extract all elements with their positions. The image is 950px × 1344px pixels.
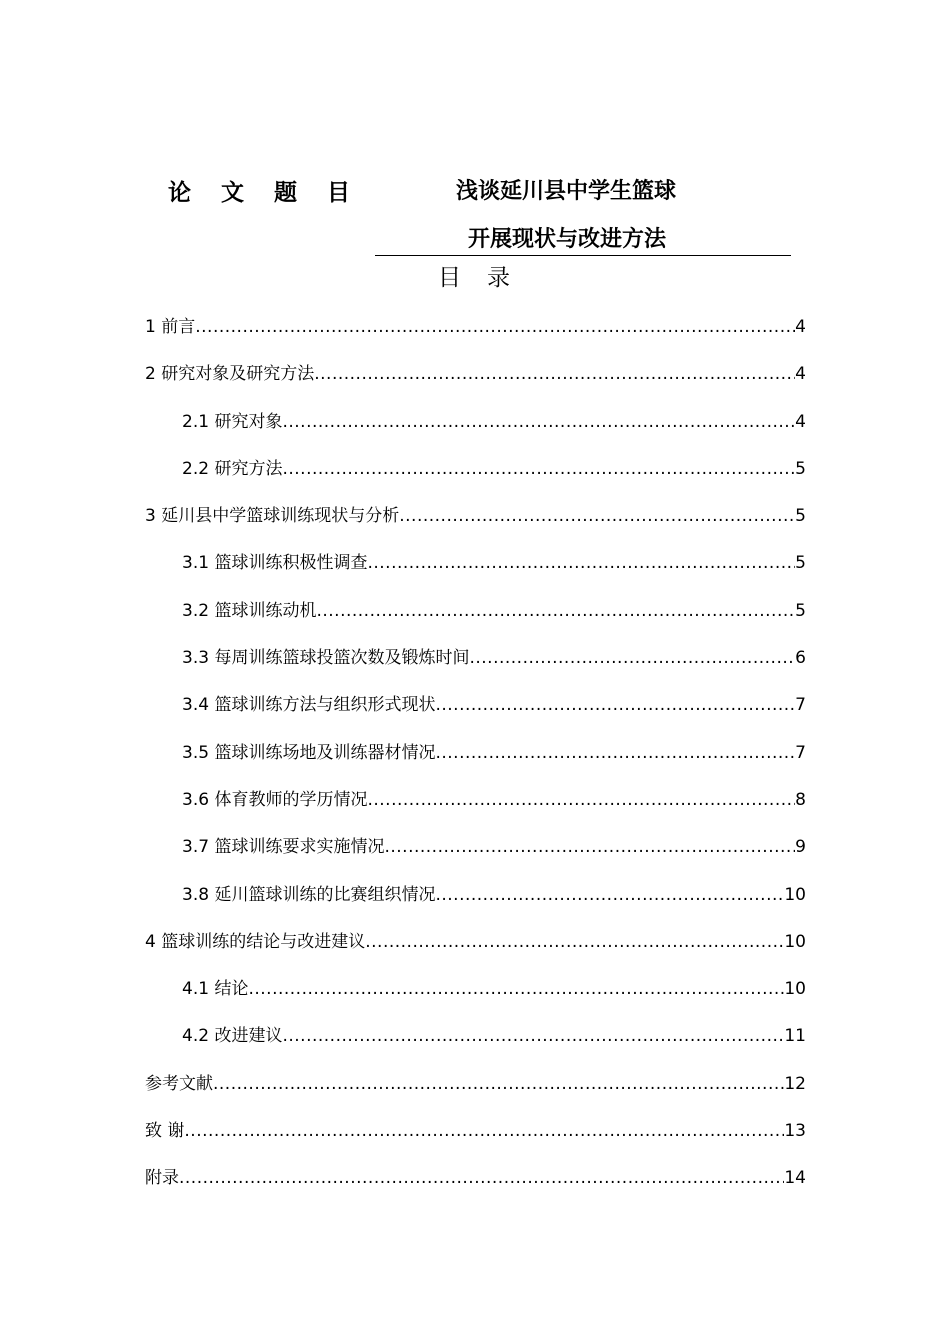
toc-entry-page: 9: [795, 837, 806, 858]
thesis-title-label: 论文题目: [168, 180, 380, 206]
toc-entry-label: 4 篮球训练的结论与改进建议: [145, 931, 366, 952]
toc-entry[interactable]: [145, 783, 806, 830]
toc-dot-leader: [184, 1114, 784, 1148]
toc-entry[interactable]: [145, 641, 806, 688]
toc-entry-label: 4.1 结论: [182, 979, 249, 1000]
toc-dot-leader: [282, 452, 795, 486]
toc-entry-page: 5: [795, 458, 806, 479]
toc-dot-leader: [314, 357, 795, 391]
toc-entry-page: 7: [795, 742, 806, 763]
toc-heading: 目录: [438, 265, 536, 291]
toc-entry[interactable]: [145, 405, 806, 452]
toc-entry-label: 3.4 篮球训练方法与组织形式现状: [182, 695, 436, 716]
toc-entry[interactable]: [145, 594, 806, 641]
toc-entry-label: 1 前言: [145, 317, 196, 337]
toc-entry-label: 2.1 研究对象: [182, 411, 283, 432]
toc-entry-page: 11: [784, 1026, 806, 1047]
toc-entry-label: 4.2 改进建议: [182, 1026, 283, 1047]
toc-entry-label: 3.8 延川篮球训练的比赛组织情况: [182, 884, 436, 905]
toc-entry[interactable]: [145, 830, 806, 877]
toc-dot-leader: [435, 736, 795, 770]
toc-dot-leader: [282, 1019, 784, 1053]
table-of-contents: [145, 310, 806, 1209]
toc-entry-page: 8: [795, 789, 806, 810]
toc-entry[interactable]: [145, 310, 806, 357]
toc-entry-page: 14: [784, 1168, 806, 1189]
toc-entry[interactable]: [145, 736, 806, 783]
toc-entry[interactable]: [145, 499, 806, 546]
toc-entry-label: 附录: [145, 1168, 179, 1189]
toc-entry-label: 3.3 每周训练篮球投篮次数及锻炼时间: [182, 648, 470, 669]
toc-dot-leader: [384, 830, 795, 864]
toc-dot-leader: [435, 878, 784, 912]
toc-entry-label: 致 谢: [145, 1121, 185, 1142]
toc-entry[interactable]: [145, 546, 806, 593]
toc-entry-page: 13: [784, 1121, 806, 1142]
toc-dot-leader: [282, 405, 795, 439]
toc-entry-page: 5: [795, 600, 806, 621]
toc-entry[interactable]: [145, 1019, 806, 1066]
toc-entry[interactable]: [145, 1114, 806, 1161]
toc-entry[interactable]: [145, 357, 806, 404]
title-underline: [375, 255, 791, 256]
toc-entry-label: 3 延川县中学篮球训练现状与分析: [145, 506, 400, 527]
toc-entry[interactable]: [145, 452, 806, 499]
toc-entry-page: 6: [795, 648, 806, 669]
toc-entry-label: 2.2 研究方法: [182, 458, 283, 479]
toc-entry-label: 3.1 篮球训练积极性调查: [182, 553, 368, 574]
toc-dot-leader: [195, 310, 795, 344]
toc-entry-label: 2 研究对象及研究方法: [145, 364, 315, 385]
toc-entry[interactable]: [145, 1161, 806, 1208]
toc-entry-label: 3.7 篮球训练要求实施情况: [182, 837, 385, 858]
thesis-title-line-2: 开展现状与改进方法: [468, 227, 667, 252]
toc-entry[interactable]: [145, 972, 806, 1019]
toc-entry-page: 10: [784, 931, 806, 952]
toc-dot-leader: [213, 1067, 784, 1101]
toc-dot-leader: [399, 499, 795, 533]
toc-dot-leader: [316, 594, 795, 628]
toc-entry[interactable]: [145, 688, 806, 735]
toc-dot-leader: [435, 688, 795, 722]
toc-dot-leader: [367, 783, 795, 817]
toc-entry-label: 3.6 体育教师的学历情况: [182, 789, 368, 810]
toc-dot-leader: [248, 972, 784, 1006]
toc-entry-page: 7: [795, 695, 806, 716]
toc-entry-label: 参考文献: [145, 1073, 213, 1094]
toc-entry-page: 10: [784, 884, 806, 905]
toc-dot-leader: [469, 641, 795, 675]
toc-entry-page: 10: [784, 979, 806, 1000]
toc-entry-page: 5: [795, 553, 806, 574]
toc-dot-leader: [367, 546, 795, 580]
toc-entry-page: 4: [795, 317, 806, 337]
toc-entry-page: 12: [784, 1073, 806, 1094]
toc-entry[interactable]: [145, 878, 806, 925]
toc-dot-leader: [179, 1161, 784, 1195]
thesis-title-line-1: 浅谈延川县中学生篮球: [456, 179, 677, 204]
toc-entry-label: 3.5 篮球训练场地及训练器材情况: [182, 742, 436, 763]
toc-entry-page: 4: [795, 364, 806, 385]
toc-entry-page: 4: [795, 411, 806, 432]
toc-dot-leader: [365, 925, 784, 959]
toc-entry-label: 3.2 篮球训练动机: [182, 600, 317, 621]
toc-entry-page: 5: [795, 506, 806, 527]
toc-entry[interactable]: [145, 1067, 806, 1114]
toc-entry[interactable]: [145, 925, 806, 972]
